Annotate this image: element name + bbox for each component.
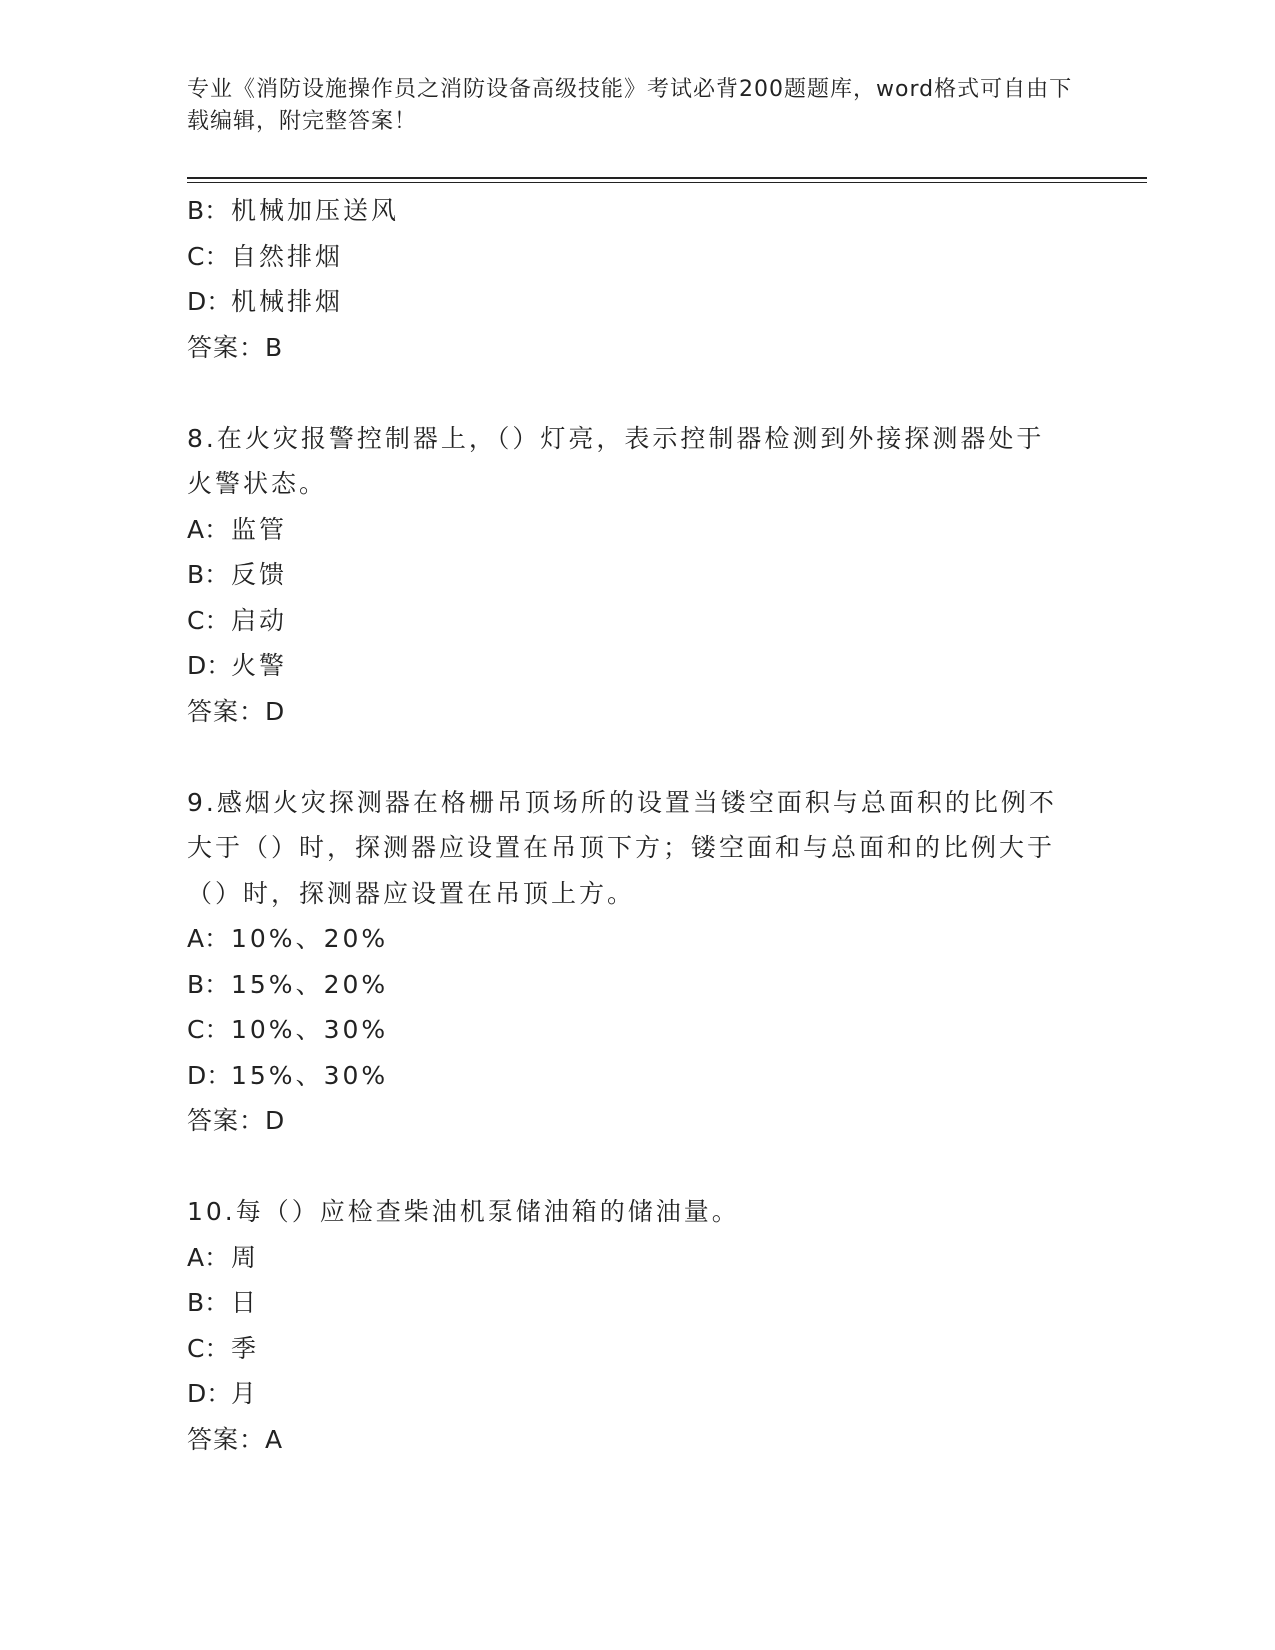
option-text: 15%、30% xyxy=(231,1060,389,1090)
header-divider-thin xyxy=(187,182,1147,183)
option-c xyxy=(187,234,1067,280)
option-d xyxy=(187,279,1067,325)
option-text: 月 xyxy=(231,1379,260,1408)
document-header: 专业《消防设施操作员之消防设备高级技能》考试必背200题题库，word格式可自由下载编辑，附完整答案！ xyxy=(187,77,1073,134)
question-stem: 8.在火灾报警控制器上，（）灯亮，表示控制器检测到外接探测器处于火警状态。 xyxy=(187,423,1045,498)
option-key: C： xyxy=(187,1015,230,1044)
answer-line: 答案：B xyxy=(187,332,284,362)
option-c xyxy=(187,1007,1067,1053)
spacer xyxy=(187,370,1067,416)
answer-line: 答案：D xyxy=(187,696,286,726)
option-key: B： xyxy=(187,969,230,999)
option-text: 机械加压送风 xyxy=(231,196,400,225)
option-key: A： xyxy=(187,924,230,953)
option-a xyxy=(187,916,1067,962)
option-text: 机械排烟 xyxy=(231,287,344,316)
option-key: B： xyxy=(187,560,230,589)
option-text: 季 xyxy=(231,1333,260,1363)
option-key: B： xyxy=(187,1288,230,1317)
option-key: A： xyxy=(187,514,230,544)
question-stem: 10.每（）应检查柴油机泵储油箱的储油量。 xyxy=(187,1197,740,1226)
option-key: C： xyxy=(187,1333,230,1363)
option-key: D： xyxy=(187,1379,232,1408)
option-text: 自然排烟 xyxy=(231,241,344,271)
option-key: B： xyxy=(187,196,230,225)
option-text: 10%、30% xyxy=(231,1015,389,1044)
option-text: 周 xyxy=(231,1242,260,1272)
spacer xyxy=(187,734,1067,780)
question-stem: 9.感烟火灾探测器在格栅吊顶场所的设置当镂空面积与总面积的比例不大于（）时，探测器应设置在吊顶下方；镂空面和与总面和的比例大于（）时，探测器应设置在吊顶上方。 xyxy=(187,787,1057,908)
header-divider-thick xyxy=(187,177,1147,179)
option-text: 火警 xyxy=(231,651,288,680)
option-d xyxy=(187,643,1067,689)
option-a xyxy=(187,1235,1067,1281)
option-key: A： xyxy=(187,1242,230,1272)
option-key: C： xyxy=(187,241,230,271)
option-text: 启动 xyxy=(231,605,288,635)
spacer xyxy=(187,1144,1067,1190)
option-text: 10%、20% xyxy=(231,924,389,953)
option-b xyxy=(187,552,1067,598)
question-block-9 xyxy=(187,780,1067,1144)
option-text: 反馈 xyxy=(231,560,288,589)
option-key: C： xyxy=(187,605,230,635)
option-text: 日 xyxy=(231,1288,260,1317)
option-b xyxy=(187,1280,1067,1326)
option-b xyxy=(187,188,1067,234)
question-block-prev xyxy=(187,188,1067,370)
option-key: D： xyxy=(187,287,232,316)
option-key: D： xyxy=(187,1060,232,1090)
option-c xyxy=(187,598,1067,644)
option-b xyxy=(187,962,1067,1008)
option-d xyxy=(187,1053,1067,1099)
question-content xyxy=(187,188,1067,1462)
option-a xyxy=(187,507,1067,553)
option-key: D： xyxy=(187,651,232,680)
answer-line: 答案：A xyxy=(187,1424,284,1454)
question-block-10 xyxy=(187,1189,1067,1462)
option-c xyxy=(187,1326,1067,1372)
option-text: 15%、20% xyxy=(231,969,389,999)
option-text: 监管 xyxy=(231,514,288,544)
option-d xyxy=(187,1371,1067,1417)
question-block-8 xyxy=(187,416,1067,735)
answer-line: 答案：D xyxy=(187,1106,286,1135)
